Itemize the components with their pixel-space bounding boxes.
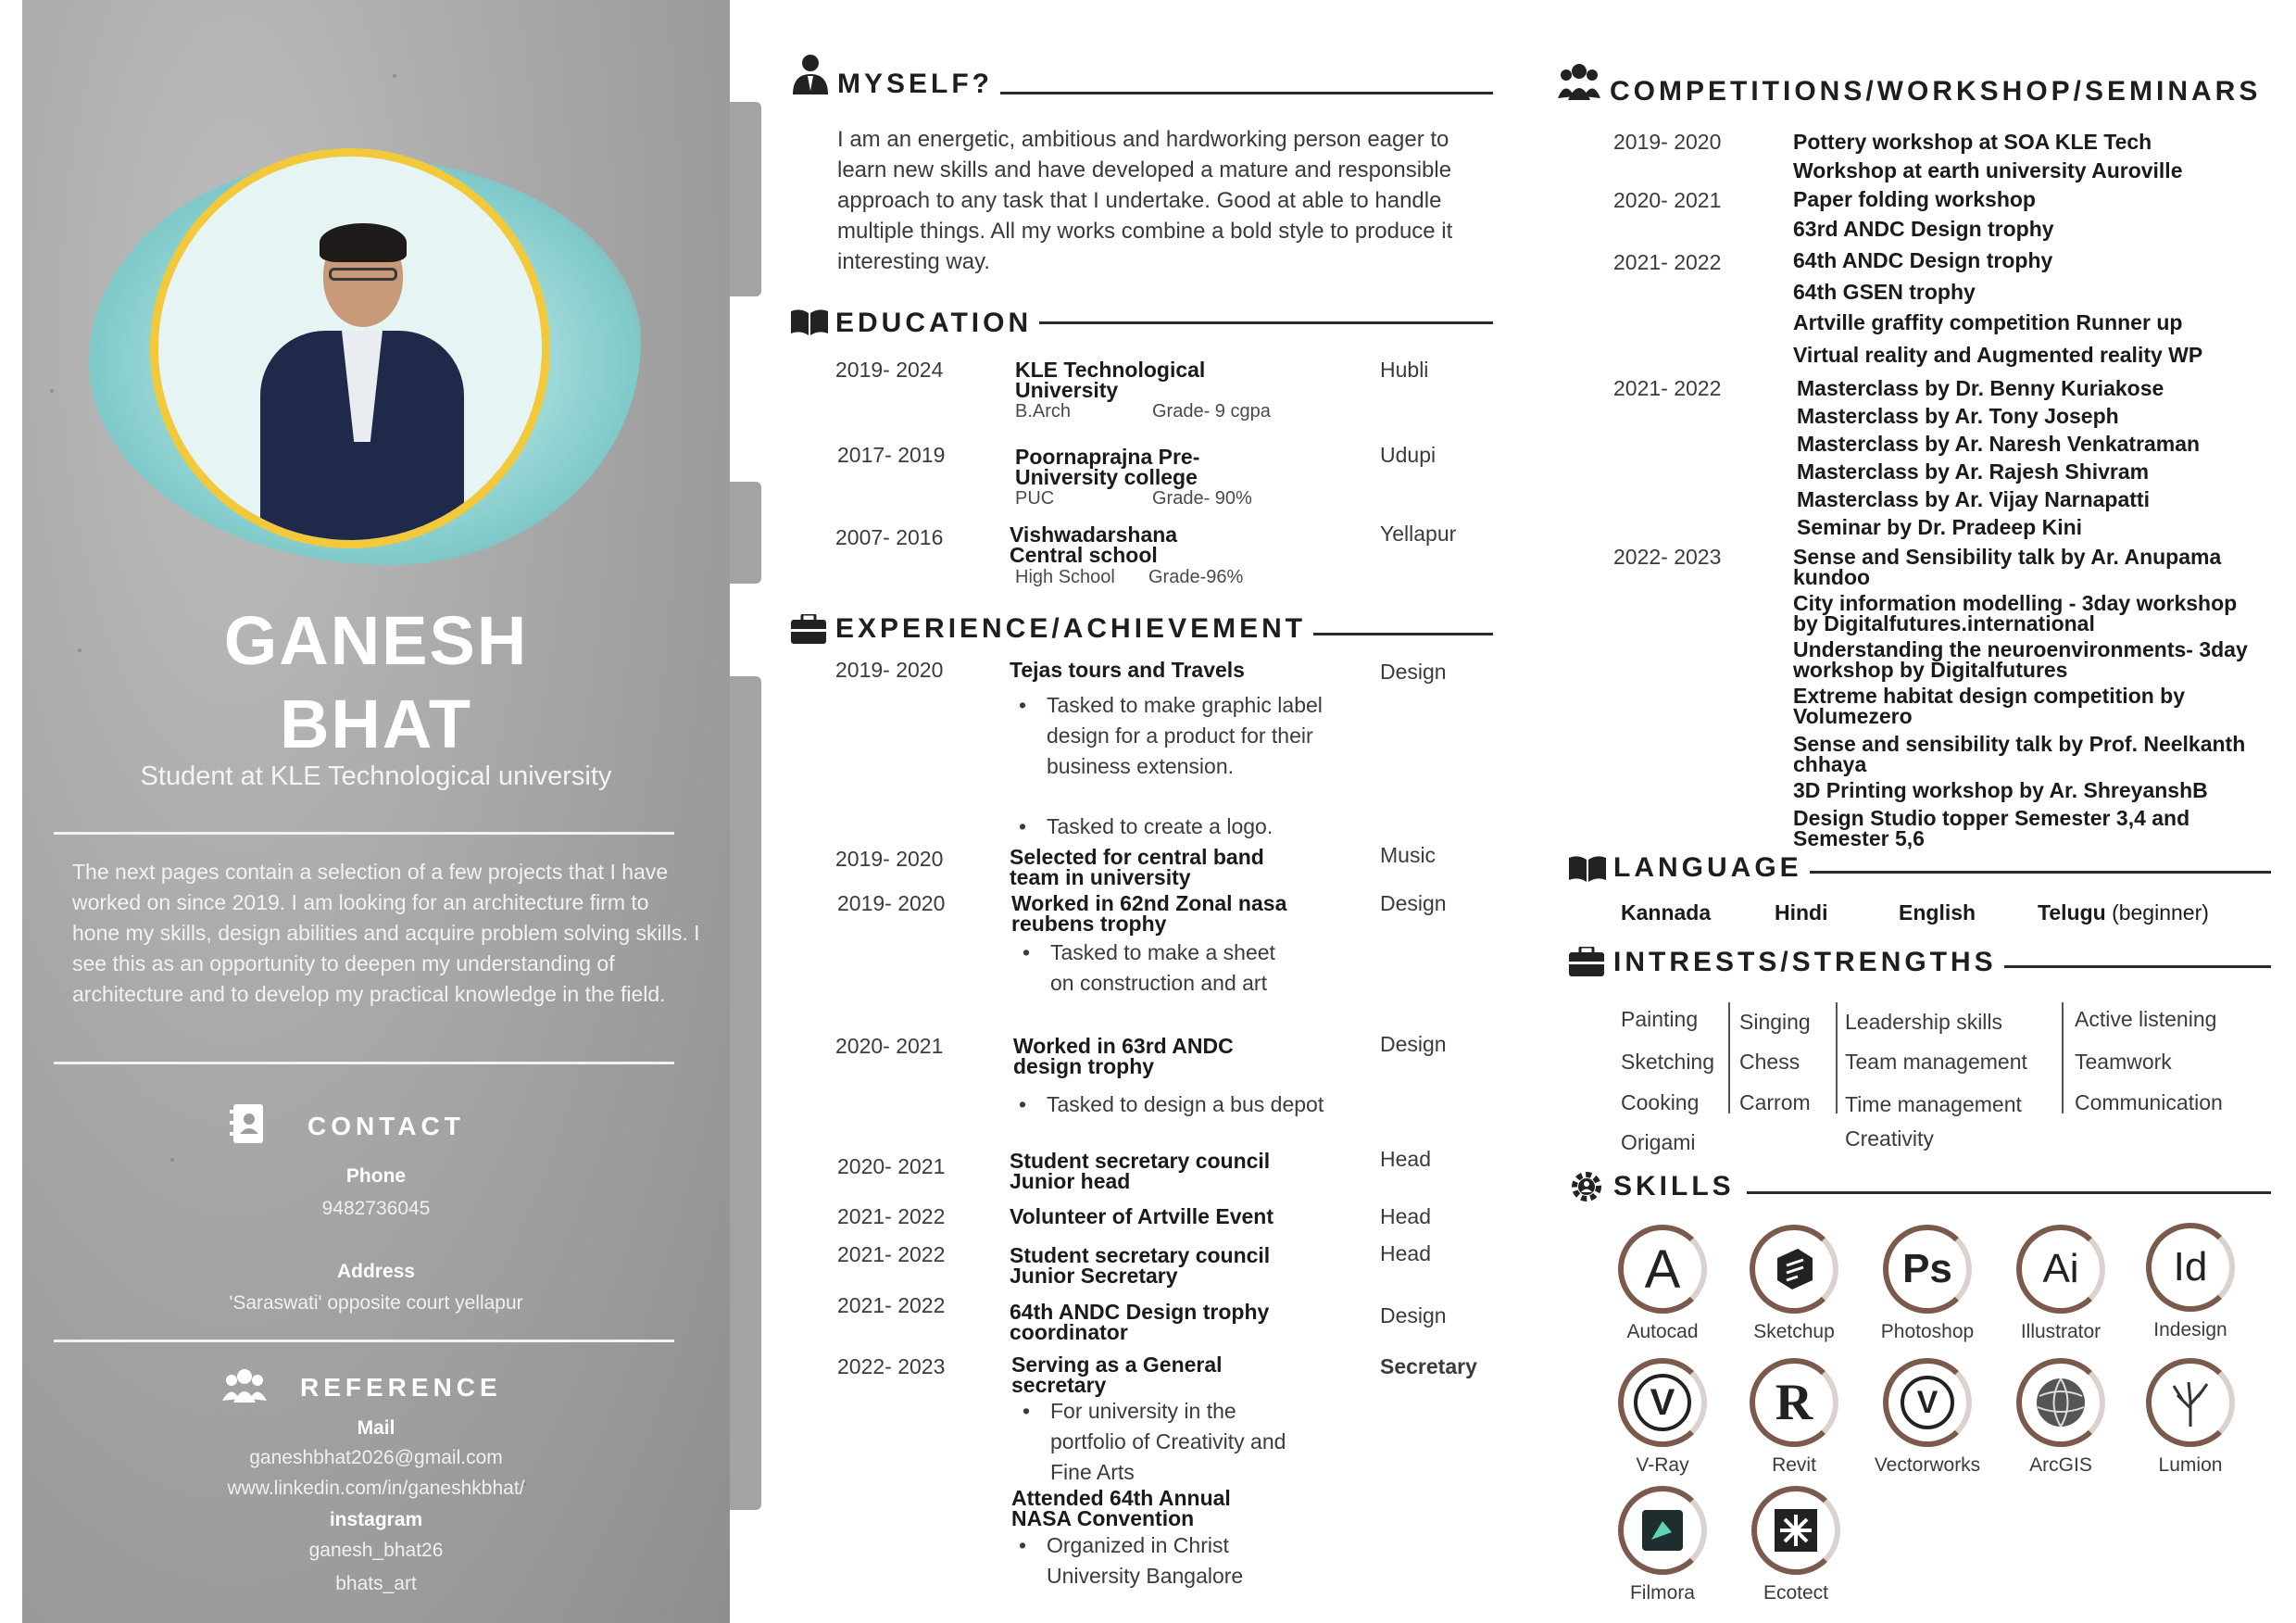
reference-title: REFERENCE	[300, 1373, 502, 1402]
language-item: Telugu (beginner)	[2038, 900, 2209, 925]
comp-year: 2019- 2020	[1613, 130, 1722, 154]
language-item: English	[1899, 900, 1976, 925]
address-value: 'Saraswati' opposite court yellapur	[229, 1292, 523, 1314]
language-item: Hindi	[1775, 900, 1828, 925]
linkedin-link[interactable]: www.linkedin.com/in/ganeshkbhat/	[227, 1478, 525, 1499]
comp-item: Extreme habitat design competition by Volumezero	[1793, 684, 2186, 728]
comp-item: Design Studio topper Semester 3,4 and Semester 5,6	[1793, 806, 2190, 850]
interest-item: Carrom	[1739, 1090, 1811, 1114]
experience-title: EXPERIENCE/ACHIEVEMENT	[835, 613, 1313, 645]
first-name: GANESH	[223, 602, 529, 679]
interest-item: Cooking	[1621, 1090, 1700, 1114]
skill-autocad: A Autocad	[1612, 1225, 1713, 1343]
instagram-handle[interactable]: bhats_art	[335, 1573, 417, 1594]
skill-filmora: Filmora	[1612, 1486, 1713, 1604]
language-item: Kannada	[1621, 900, 1712, 925]
comp-item: Workshop at earth university Auroville	[1793, 158, 2183, 182]
comp-item: Masterclass by Ar. Tony Joseph	[1797, 404, 2119, 428]
comp-item: Paper folding workshop	[1793, 187, 2036, 211]
comp-item: Virtual reality and Augmented reality WP	[1793, 343, 2203, 367]
skill-sketchup: Sketchup	[1743, 1225, 1845, 1343]
book-icon	[1567, 854, 1608, 884]
comp-item: 64th ANDC Design trophy	[1793, 248, 2053, 272]
divider	[54, 832, 674, 835]
photoshop-icon: Ps	[1902, 1246, 1952, 1291]
myself-title: MYSELF?	[837, 69, 1000, 100]
skill-indesign: Id Indesign	[2139, 1223, 2241, 1341]
skill-lumion: Lumion	[2139, 1358, 2241, 1477]
comp-year: 2021- 2022	[1613, 376, 1722, 400]
comp-item: Understanding the neuroenvironments- 3day workshop by Digitalfutures	[1793, 637, 2248, 682]
lumion-icon	[2158, 1370, 2223, 1435]
skill-arcgis: ArcGIS	[2010, 1358, 2112, 1477]
interest-item: Creativity	[1845, 1126, 1934, 1151]
comp-item: Pottery workshop at SOA KLE Tech	[1793, 130, 2152, 154]
competitions-title: COMPETITIONS/WORKSHOP/SEMINARS	[1610, 76, 2268, 107]
instagram-label: instagram	[329, 1509, 423, 1530]
contact-book-icon	[230, 1102, 267, 1145]
briefcase-icon	[1569, 947, 1604, 976]
address-label: Address	[336, 1261, 416, 1282]
myself-text: I am an energetic, ambitious and hardworking person eager to learn new skills and have developed a mature and responsible approach to any task that I undertake. Good at able to handle multiple things. All my works combine a bold style to produce it interesting way.	[837, 127, 1453, 274]
revit-icon: R	[1775, 1374, 1813, 1431]
interest-item: Chess	[1739, 1050, 1800, 1074]
comp-item: City information modelling - 3day workshop by Digitalfutures.international	[1793, 591, 2238, 635]
comp-item: Sense and sensibility talk by Prof. Neelkanth chhaya	[1793, 732, 2246, 776]
comp-item: 64th GSEN trophy	[1793, 280, 1976, 304]
arcgis-icon	[2028, 1370, 2093, 1435]
group-icon	[1558, 63, 1600, 102]
interest-item: Active listening	[2075, 1007, 2217, 1031]
skill-vectorworks: V Vectorworks	[1876, 1358, 1978, 1477]
autocad-icon: A	[1644, 1239, 1681, 1300]
interest-item: Painting	[1621, 1007, 1699, 1031]
interest-item: Leadership skills	[1845, 1010, 2003, 1034]
interest-item: Team management	[1845, 1050, 2027, 1074]
phone-value: 9482736045	[321, 1198, 431, 1219]
briefcase-icon	[791, 614, 826, 644]
comp-item: Sense and Sensibility talk by Ar. Anupama kundoo	[1793, 545, 2222, 589]
skill-photoshop: Ps Photoshop	[1876, 1225, 1978, 1343]
instagram-handle[interactable]: ganesh_bhat26	[308, 1540, 444, 1561]
skills-title: SKILLS	[1613, 1171, 1742, 1202]
comp-item: Masterclass by Dr. Benny Kuriakose	[1797, 376, 2164, 400]
mail-label: Mail	[357, 1417, 395, 1439]
interest-item: Singing	[1739, 1010, 1811, 1034]
comp-item: Masterclass by Ar. Rajesh Shivram	[1797, 459, 2150, 484]
intro-text: The next pages contain a selection of a few projects that I have worked on since 2019. I am looking for an architecture firm to hone my skills, design abilities and acquire problem solving skills. I see this as an opportunity to deepen my understanding of architecture and to develop my practical knowledge in the field.	[72, 860, 700, 1006]
ecotect-icon	[1763, 1498, 1828, 1563]
interest-item: Communication	[2075, 1090, 2223, 1114]
last-name: BHAT	[279, 686, 473, 762]
comp-item: Seminar by Dr. Pradeep Kini	[1797, 515, 2083, 539]
skill-illustrator: Ai Illustrator	[2010, 1225, 2112, 1343]
gear-icon	[1569, 1169, 1604, 1204]
profile-photo	[89, 139, 641, 574]
divider	[54, 1340, 674, 1342]
interest-item: Origami	[1621, 1130, 1696, 1154]
vray-icon: V	[1634, 1374, 1691, 1431]
interest-item: Time management	[1845, 1092, 2022, 1116]
book-icon	[789, 308, 830, 337]
phone-label: Phone	[345, 1165, 407, 1187]
comp-item: Masterclass by Ar. Naresh Venkatraman	[1797, 432, 2201, 456]
page-tabs	[730, 0, 763, 1623]
interest-item: Sketching	[1621, 1050, 1715, 1074]
contact-title: CONTACT	[307, 1112, 465, 1140]
skill-ecotect: Ecotect	[1745, 1486, 1847, 1604]
indesign-icon: Id	[2173, 1244, 2208, 1290]
person-icon	[793, 54, 828, 94]
comp-item: Artville graffity competition Runner up	[1793, 310, 2183, 334]
filmora-icon	[1630, 1498, 1695, 1563]
interest-item: Teamwork	[2075, 1050, 2172, 1074]
illustrator-icon: Ai	[2042, 1246, 2079, 1291]
interests-title: INTRESTS/STRENGTHS	[1613, 947, 2004, 978]
skill-vray: V V-Ray	[1612, 1358, 1713, 1477]
divider	[54, 1062, 674, 1064]
comp-year: 2020- 2021	[1613, 188, 1722, 212]
language-title: LANGUAGE	[1613, 852, 1810, 884]
comp-item: Masterclass by Ar. Vijay Narnapatti	[1797, 487, 2150, 511]
comp-item: 63rd ANDC Design trophy	[1793, 217, 2054, 241]
subtitle: Student at KLE Technological university	[140, 761, 612, 791]
education-title: EDUCATION	[835, 308, 1039, 339]
comp-year: 2022- 2023	[1613, 545, 1722, 569]
comp-year: 2021- 2022	[1613, 250, 1722, 274]
vectorworks-icon: V	[1901, 1376, 1954, 1429]
group-icon	[222, 1367, 267, 1404]
skill-revit: R Revit	[1743, 1358, 1845, 1477]
mail-value[interactable]: ganeshbhat2026@gmail.com	[249, 1447, 503, 1468]
comp-item: 3D Printing workshop by Ar. ShreyanshB	[1793, 778, 2208, 802]
sketchup-icon	[1762, 1237, 1826, 1302]
